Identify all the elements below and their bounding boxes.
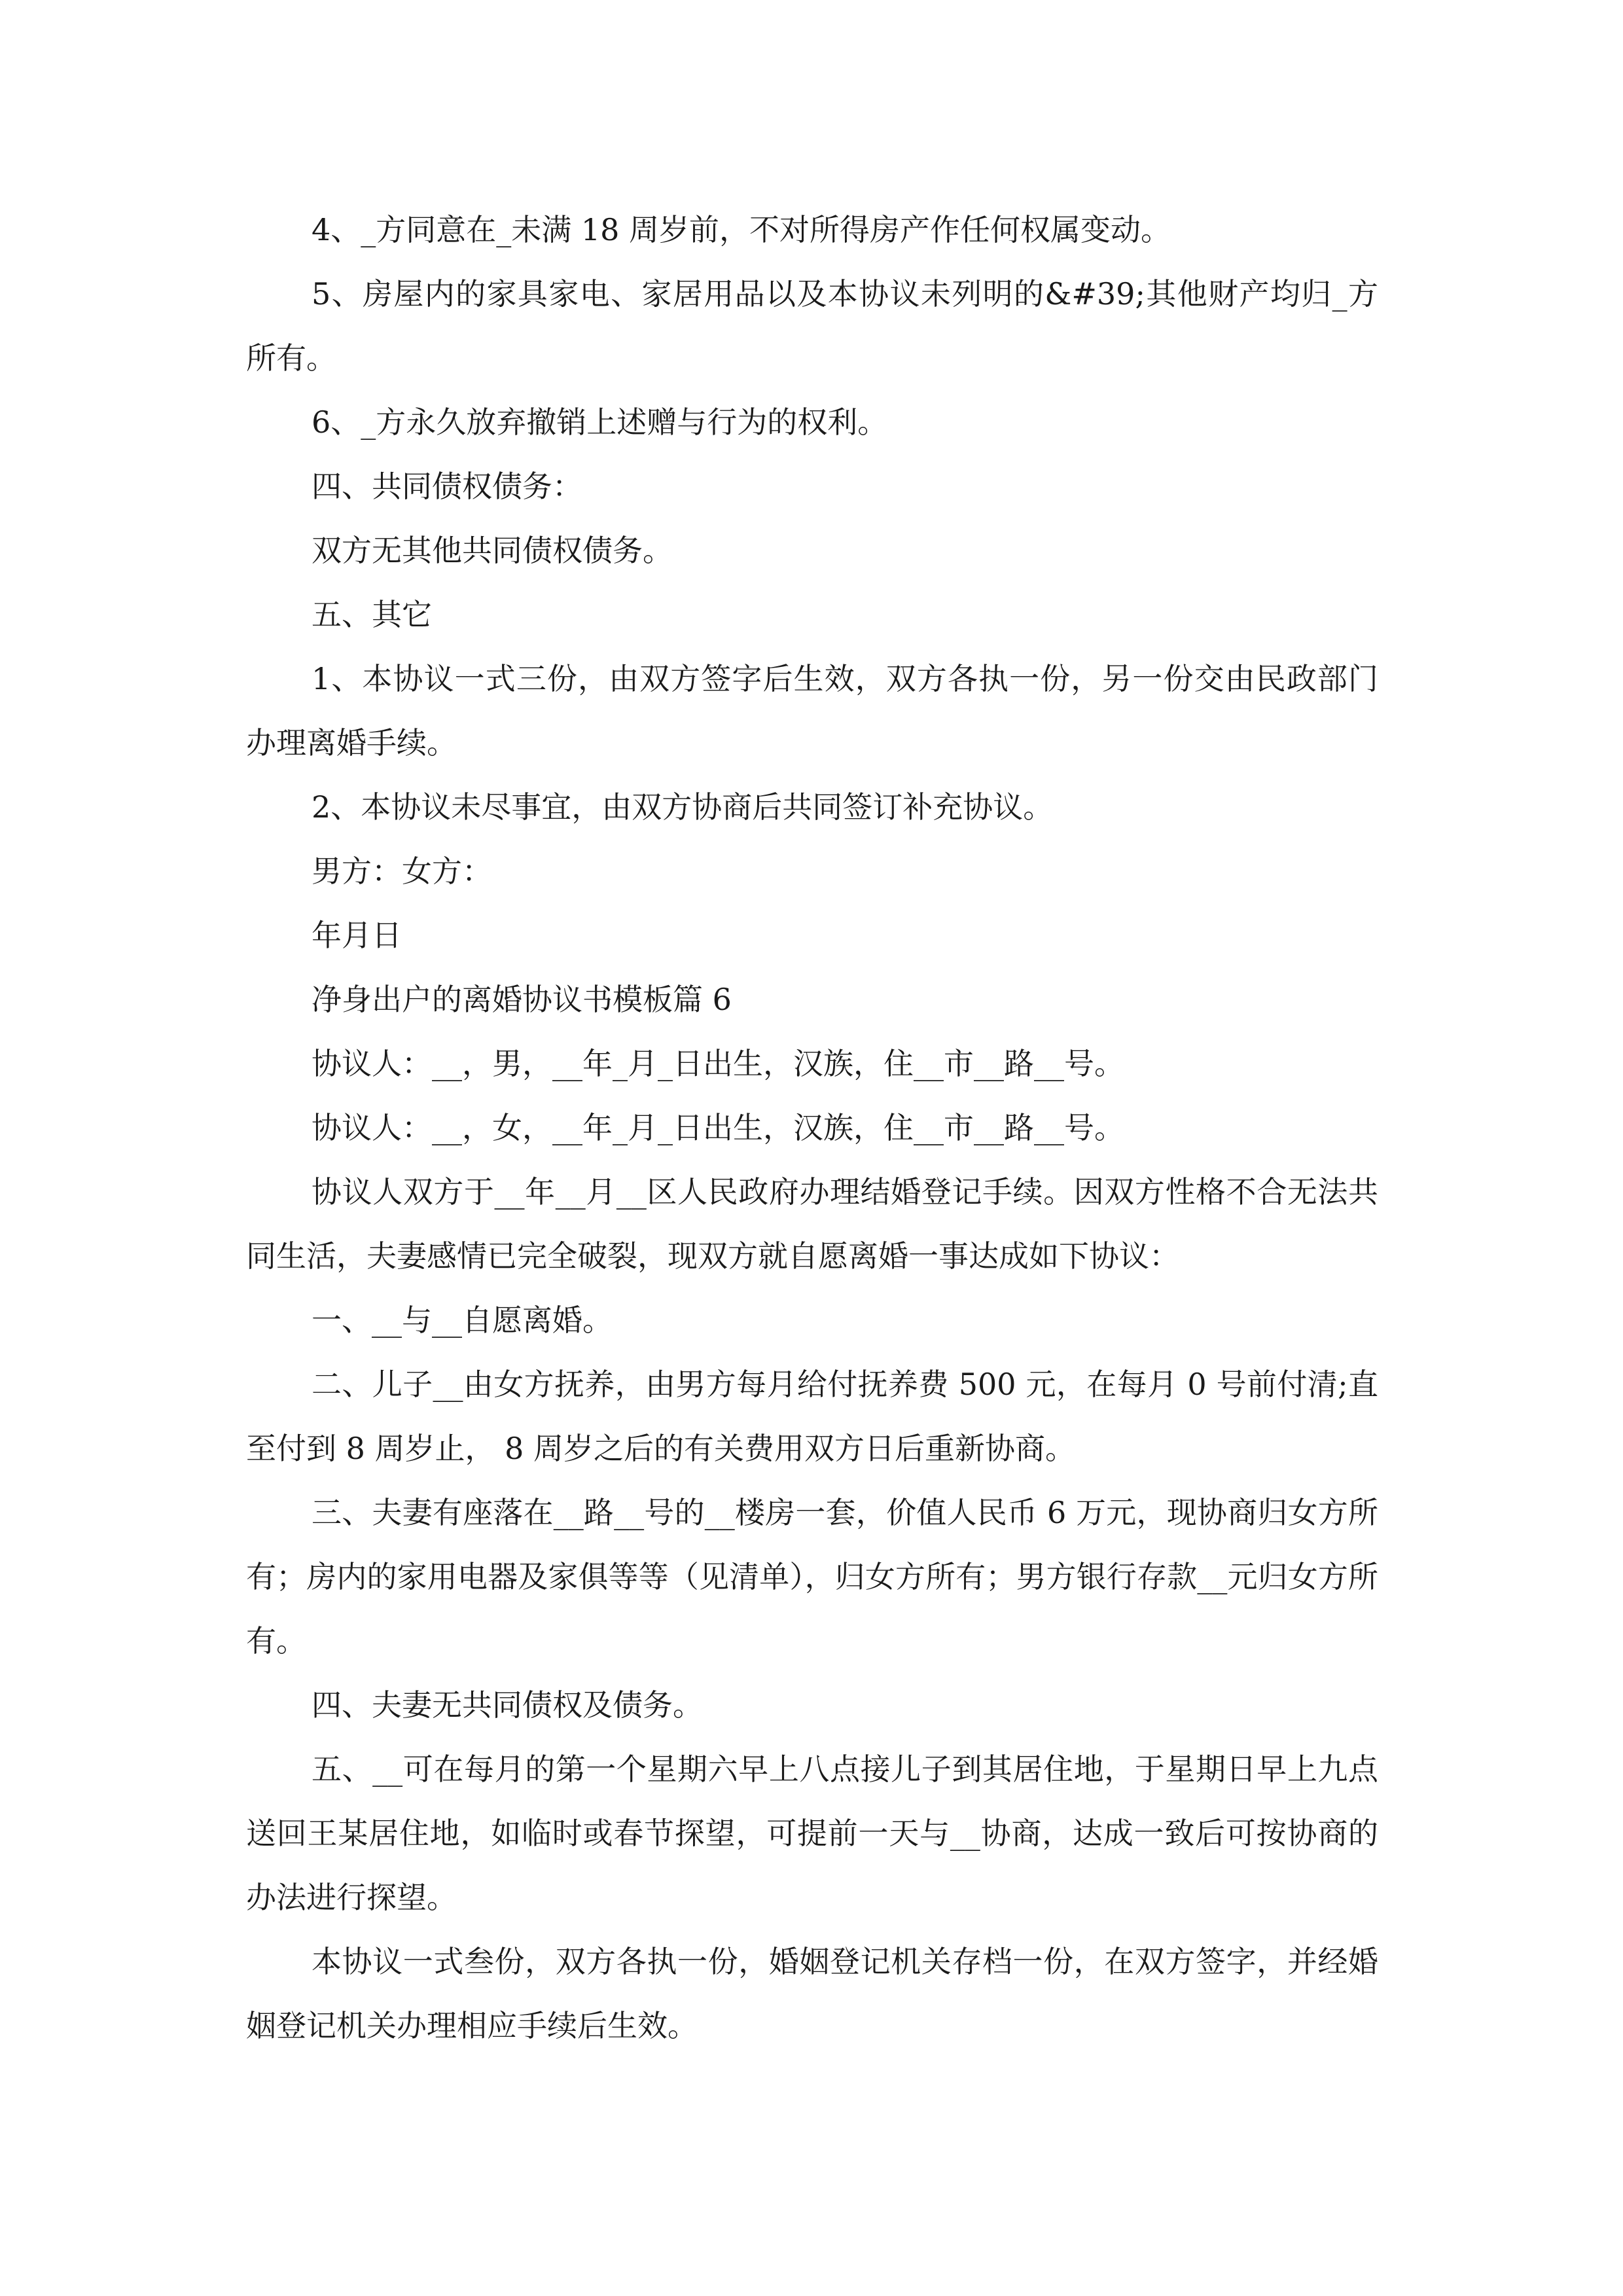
joint-debts-statement: 双方无其他共同债权债务。 [312, 533, 673, 568]
article-3-property: 三、夫妻有座落在__路__号的__楼房一套，价值人民币 6 万元，现协商归女方所有；房内的家用电器及家俱等等（见清单），归女方所有；男方银行存款__元归女方所有。 [246, 1495, 1378, 1659]
clause-4-property-no-transfer: 4、_方同意在_未满 18 周岁前，不对所得房产作任何权属变动。 [312, 212, 1171, 247]
clause-5-furniture-belongings: 5、房屋内的家具家电、家居用品以及本协议未列明的&#39;其他财产均归_方所有。 [246, 276, 1378, 376]
other-clause-1-copies: 1、本协议一式三份，由双方签字后生效，双方各执一份，另一份交由民政部门办理离婚手续。 [246, 661, 1378, 761]
date-line: 年月日 [312, 918, 402, 953]
party-male: 协议人：__，男，__年_月_日出生，汉族，住__市__路__号。 [312, 1046, 1124, 1081]
article-5-visitation: 五、__可在每月的第一个星期六早上八点接儿子到其居住地，于星期日早上九点送回王某居住地，如临时或春节探望，可提前一天与__协商，达成一致后可按协商的办法进行探望。 [246, 1751, 1378, 1915]
closing-statement: 本协议一式叁份，双方各执一份，婚姻登记机关存档一份，在双方签字，并经婚姻登记机关办理相应手续后生效。 [246, 1944, 1378, 2043]
party-female: 协议人：__，女，__年_月_日出生，汉族，住__市__路__号。 [312, 1110, 1124, 1145]
document-body [246, 198, 1378, 2058]
preamble: 协议人双方于__年__月__区人民政府办理结婚登记手续。因双方性格不合无法共同生活，夫妻感情已完全破裂，现双方就自愿离婚一事达成如下协议： [246, 1174, 1378, 1274]
clause-6-waive-revocation: 6、_方永久放弃撤销上述赠与行为的权利。 [312, 404, 888, 440]
template-title: 净身出户的离婚协议书模板篇 6 [312, 982, 732, 1017]
signature-line: 男方：女方： [312, 853, 492, 889]
article-1-divorce: 一、__与__自愿离婚。 [312, 1302, 613, 1338]
article-2-child-support: 二、儿子__由女方抚养，由男方每月给付抚养费 500 元，在每月 0 号前付清;直至付到 8 周岁止， 8 周岁之后的有关费用双方日后重新协商。 [246, 1367, 1378, 1466]
article-4-no-joint-debts: 四、夫妻无共同债权及债务。 [312, 1687, 703, 1723]
section-heading-joint-debts: 四、共同债权债务： [312, 469, 582, 504]
other-clause-2-supplement: 2、本协议未尽事宜，由双方协商后共同签订补充协议。 [312, 789, 1054, 825]
section-heading-other: 五、其它 [312, 597, 432, 632]
